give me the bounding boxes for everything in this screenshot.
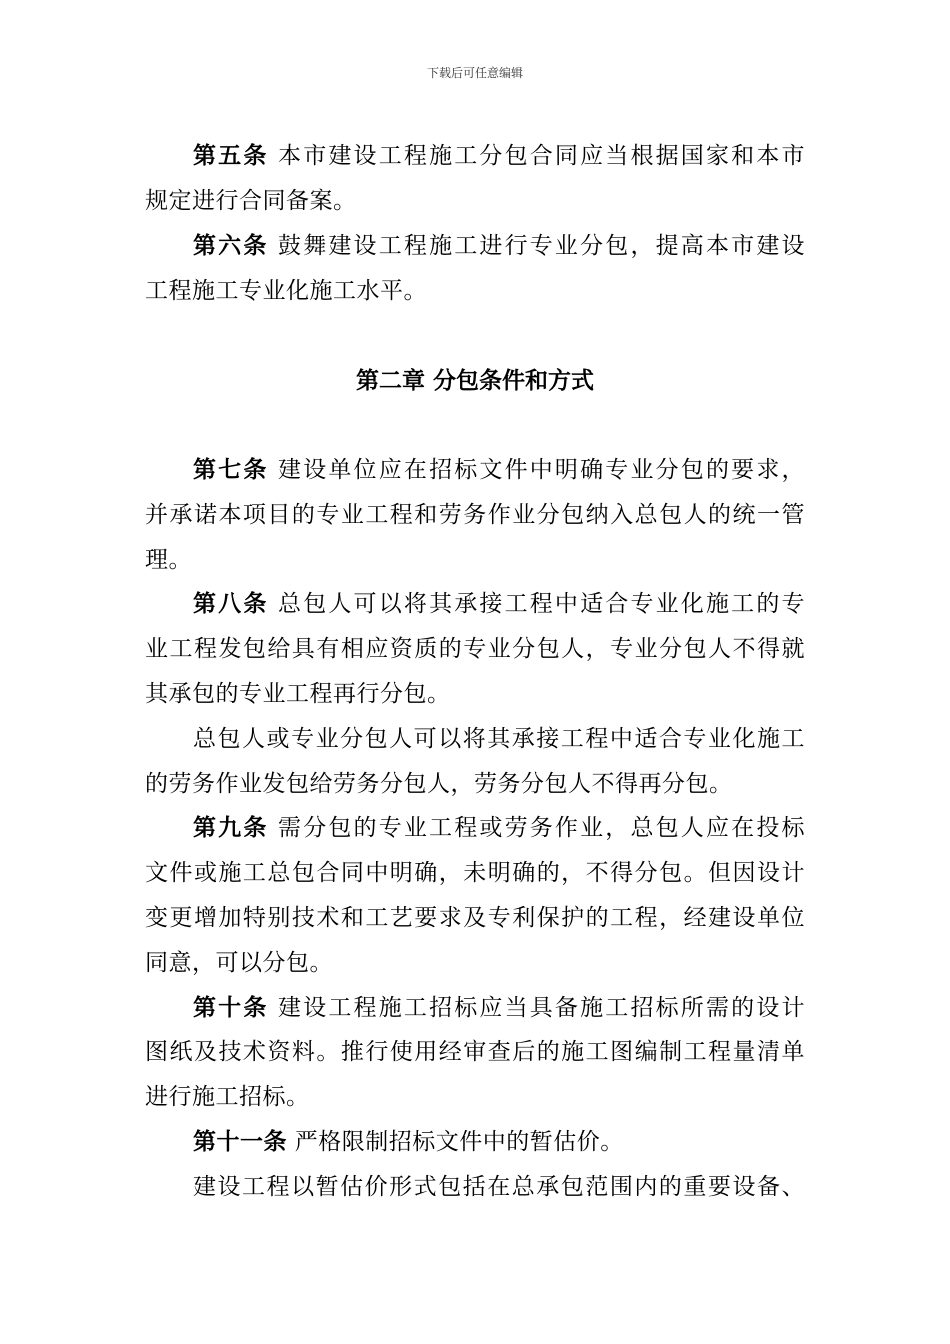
article-9-line-4: 同意，可以分包。 <box>145 950 333 976</box>
article-7-line-2: 并承诺本项目的专业工程和劳务作业分包纳入总包人的统一管 <box>145 502 805 528</box>
article-10-line-1: 第十条 建设工程施工招标应当具备施工招标所需的设计 <box>193 995 806 1021</box>
article-7-line-1: 第七条 建设单位应在招标文件中明确专业分包的要求， <box>193 457 806 483</box>
article-10-line-3: 进行施工招标。 <box>145 1084 310 1110</box>
article-9-line-2: 文件或施工总包合同中明确，未明确的，不得分包。但因设计 <box>145 860 805 886</box>
article-6-line-1: 第六条 鼓舞建设工程施工进行专业分包，提高本市建设 <box>193 233 806 259</box>
article-8-para-2-line-2: 的劳务作业发包给劳务分包人，劳务分包人不得再分包。 <box>145 771 733 797</box>
article-7-line-3: 理。 <box>145 547 192 573</box>
article-8-line-3: 其承包的专业工程再行分包。 <box>145 681 451 707</box>
article-8-line-1: 第八条 总包人可以将其承接工程中适合专业化施工的专 <box>193 591 806 617</box>
article-9-line-3: 变更增加特别技术和工艺要求及专利保护的工程，经建设单位 <box>145 905 805 931</box>
article-8-label: 第八条 <box>193 591 269 617</box>
article-10-label: 第十条 <box>193 995 269 1021</box>
article-5-line-1: 第五条 本市建设工程施工分包合同应当根据国家和本市 <box>193 143 806 169</box>
article-10-line-2: 图纸及技术资料。推行使用经审查后的施工图编制工程量清单 <box>145 1039 805 1065</box>
chapter-title: 第二章 分包条件和方式 <box>355 368 594 394</box>
article-5-line-2: 规定进行合同备案。 <box>145 188 357 214</box>
article-8-para-2-line-1: 总包人或专业分包人可以将其承接工程中适合专业化施工 <box>193 726 805 752</box>
article-6-line-2: 工程施工专业化施工水平。 <box>145 278 427 304</box>
article-8-line-2: 业工程发包给具有相应资质的专业分包人，专业分包人不得就 <box>145 636 805 662</box>
article-9-line-1: 第九条 需分包的专业工程或劳务作业，总包人应在投标 <box>193 815 806 841</box>
page-header: 下载后可任意编辑 <box>426 66 523 80</box>
article-9-label: 第九条 <box>193 815 269 841</box>
article-11-label: 第十一条 <box>193 1129 287 1155</box>
article-6-label: 第六条 <box>193 233 269 259</box>
article-5-label: 第五条 <box>193 143 269 169</box>
article-7-label: 第七条 <box>193 457 269 483</box>
article-11-line-1: 第十一条 严格限制招标文件中的暂估价。 <box>193 1129 624 1155</box>
article-11-para-2-line-1: 建设工程以暂估价形式包括在总承包范围内的重要设备、 <box>193 1174 805 1200</box>
